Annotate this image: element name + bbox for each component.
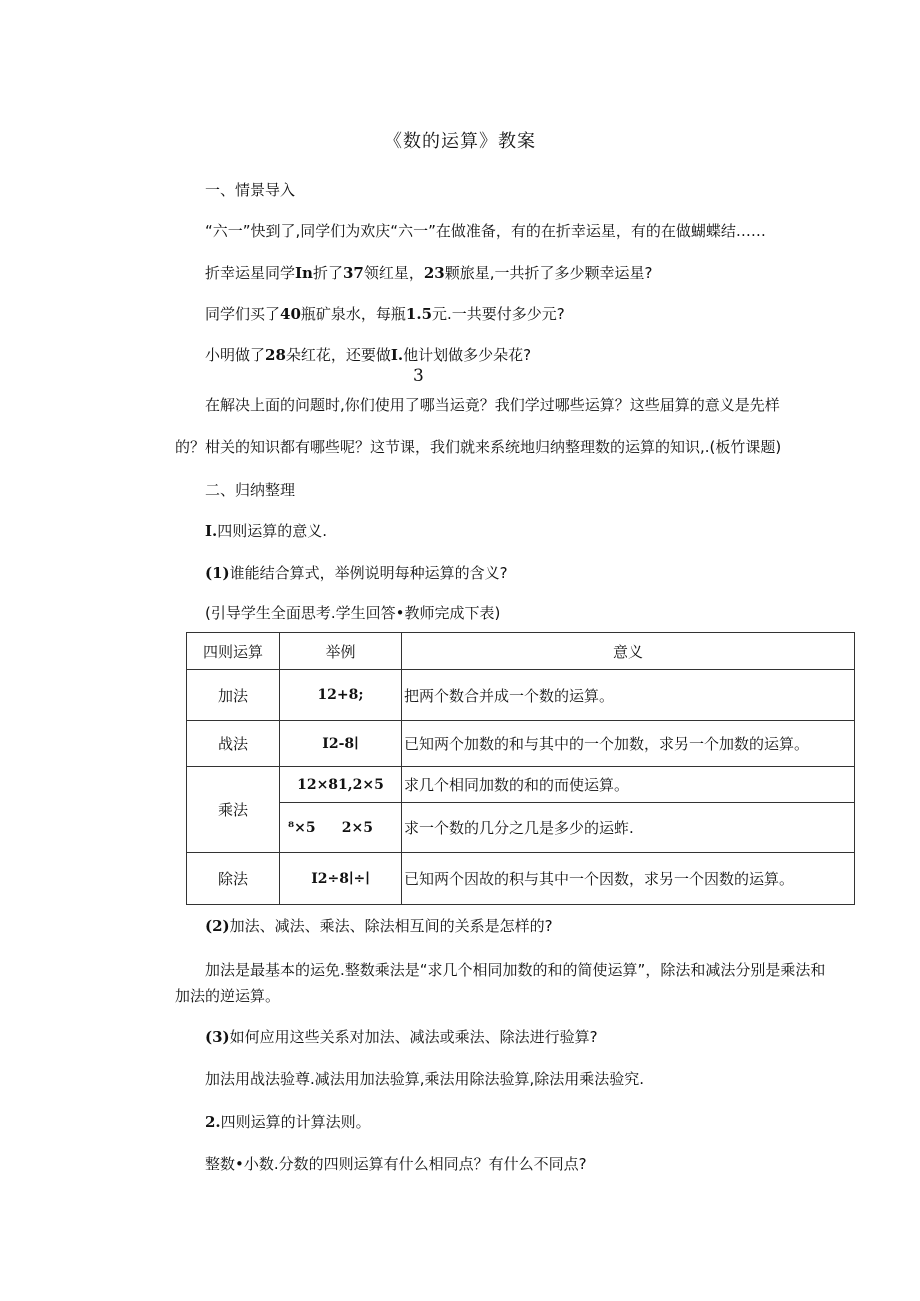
section-heading-intro: 一、情景导入 bbox=[205, 181, 296, 199]
answer-3: 加法用战法验尊.减法用加法验算,乘法用除法验算,除法用乘法验究. bbox=[205, 1070, 645, 1088]
table-row bbox=[187, 767, 855, 803]
intro-paragraph: “六一”快到了,同学们为欢庆“六一”在做准备，有的在折幸运星，有的在做蝴蝶结…… bbox=[205, 222, 766, 240]
cell-example: 12+8; bbox=[280, 670, 402, 721]
header-operation: 四则运算 bbox=[187, 633, 280, 670]
cell-operation: 战法 bbox=[187, 721, 280, 767]
item-meaning-heading: I.四则运算的意义. bbox=[205, 522, 328, 540]
header-meaning: 意义 bbox=[402, 633, 855, 670]
cell-example: 12×81,2×5 bbox=[280, 767, 402, 803]
question-comparison: 整数•小数.分数的四则运算有什么相同点？有什么不同点? bbox=[205, 1155, 587, 1173]
guide-note: (引导学生全面思考.学生回答•教师完成下表) bbox=[205, 604, 501, 622]
fraction-denominator: 3 bbox=[413, 366, 424, 386]
reflection-paragraph-line1: 在解决上面的问题时,你们使用了哪当运竟？我们学过哪些运算？这些届算的意义是先样 bbox=[205, 396, 780, 414]
sub-question-3: (3)如何应用这些关系对加法、减法或乘法、除法进行验算? bbox=[205, 1028, 598, 1046]
item-rules-heading: 2.四则运算的计算法则。 bbox=[205, 1113, 371, 1131]
sub-question-2: (2)加法、减法、乘法、除法相互间的关系是怎样的? bbox=[205, 917, 553, 935]
table-row bbox=[187, 853, 855, 905]
cell-operation: 除法 bbox=[187, 853, 280, 905]
question-water: 同学们买了40瓶矿泉水，每瓶1.5元.一共要付多少元? bbox=[205, 305, 565, 323]
answer-2-line1: 加法是最基本的运免.整数乘法是“求几个相同加数的和的简使运算”，除法和减法分别是乘法和 bbox=[205, 961, 826, 979]
section-heading-summary: 二、归纳整理 bbox=[205, 481, 296, 499]
cell-meaning: 把两个数合并成一个数的运算。 bbox=[402, 670, 855, 721]
cell-meaning: 已知两个因故的积与其中一个因数，求另一个因数的运算。 bbox=[402, 853, 855, 905]
cell-meaning: 求一个数的几分之几是多少的运蚱. bbox=[402, 803, 855, 853]
cell-example: ⁸×5 2×5 bbox=[280, 803, 402, 853]
cell-meaning: 已知两个加数的和与其中的一个加数，求另一个加数的运算。 bbox=[402, 721, 855, 767]
reflection-paragraph-line2: 的？柑关的知识都有哪些呢？这节课，我们就来系统地归纳整理数的运算的知识,.(板竹课题) bbox=[175, 438, 782, 456]
table-header-row bbox=[187, 633, 855, 670]
question-stars: 折幸运星同学In折了37领红星，23颗旅星,一共折了多少颗幸运星? bbox=[205, 264, 653, 282]
table-row bbox=[187, 670, 855, 721]
table-row bbox=[187, 803, 855, 853]
operations-table bbox=[186, 632, 855, 905]
cell-example: I2-8∣ bbox=[280, 721, 402, 767]
page-title: 《数的运算》教案 bbox=[384, 131, 536, 152]
header-example: 举例 bbox=[280, 633, 402, 670]
question-flowers: 小明做了28朵红花，还要做I.他计划做多少朵花? bbox=[205, 346, 532, 364]
sub-question-1: (1)谁能结合算式，举例说明每种运算的含义? bbox=[205, 564, 508, 582]
cell-operation: 乘法 bbox=[187, 767, 280, 853]
cell-operation: 加法 bbox=[187, 670, 280, 721]
answer-2-line2: 加法的逆运算。 bbox=[175, 987, 281, 1005]
table-row bbox=[187, 721, 855, 767]
cell-meaning: 求几个相同加数的和的而使运算。 bbox=[402, 767, 855, 803]
cell-example: I2÷8∣÷∣ bbox=[280, 853, 402, 905]
